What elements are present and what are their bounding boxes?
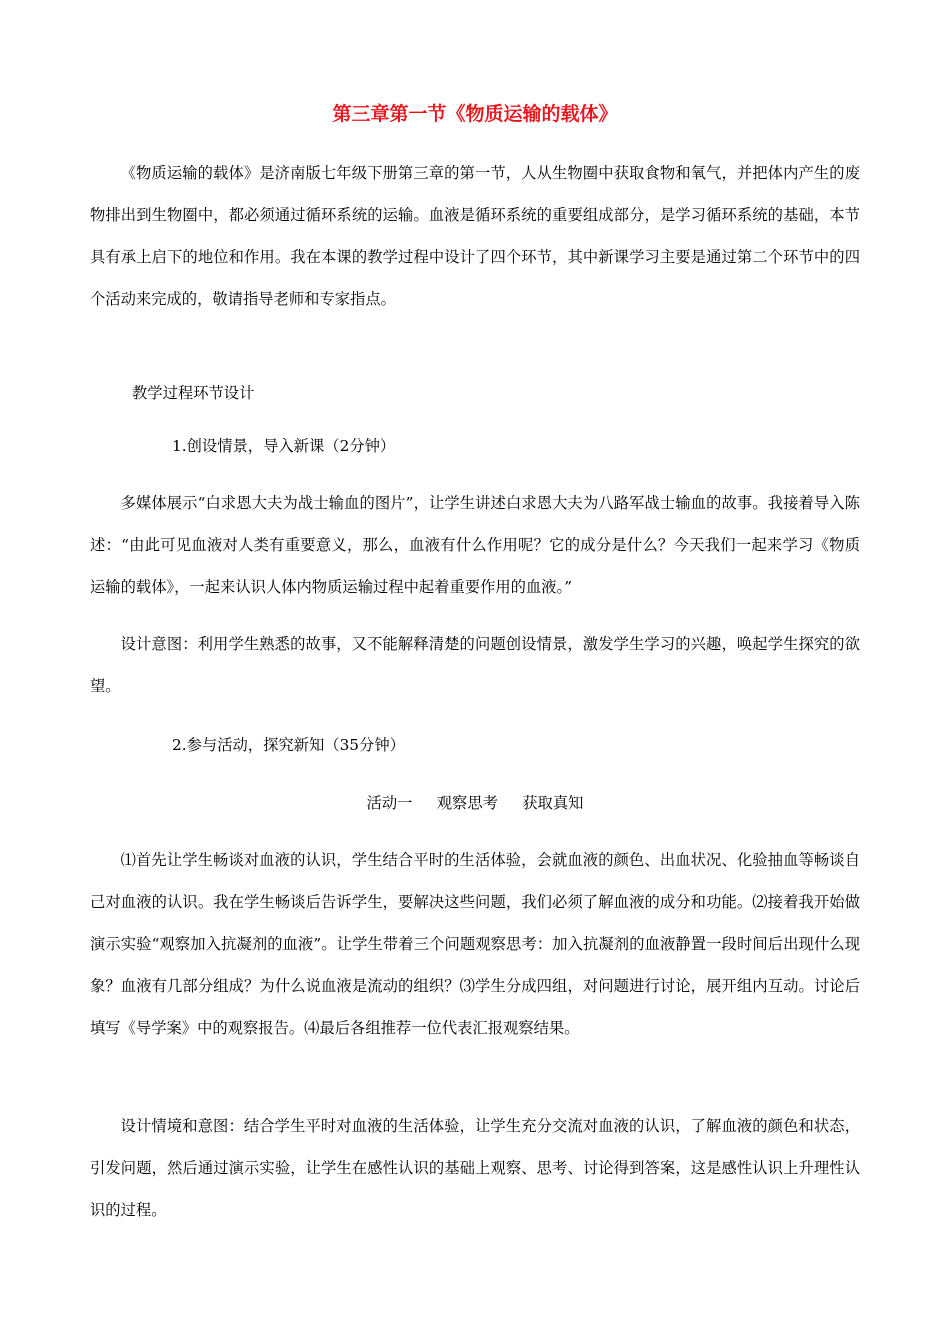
step1-design-intent: 设计意图：利用学生熟悉的故事，又不能解释清楚的问题创设情景，激发学生学习的兴趣，唤起学生探究的欲望。 <box>90 635 860 695</box>
process-heading: 教学过程环节设计 <box>132 384 255 402</box>
step2-heading: 2.参与活动，探究新知（35分钟） <box>172 736 405 754</box>
activity1-title: 活动一 观察思考 获取真知 <box>366 794 584 812</box>
intro-paragraph: 《物质运输的载体》是济南版七年级下册第三章的第一节，人从生物圈中获取食物和氧气，并把体内产生的废物排出到生物圈中，都必须通过循环系统的运输。血液是循环系统的重要组成部分，是学习循环系统的基础，本节具有承上启下的地位和作用。我在本课的教学过程中设计了四个环节，其中新课学习主要是通过第二个环节中的四个活动来完成的，敬请指导老师和专家指点。 <box>90 164 860 308</box>
step1-heading: 1.创设情景，导入新课（2分钟） <box>172 437 396 455</box>
activity1-design-intent: 设计情境和意图：结合学生平时对血液的生活体验，让学生充分交流对血液的认识，了解血液的颜色和状态，引发问题，然后通过演示实验，让学生在感性认识的基础上观察、思考、讨论得到答案，这是感性认识上升理性认识的过程。 <box>90 1117 860 1219</box>
document-title: 第三章第一节《物质运输的载体》 <box>332 103 618 125</box>
activity1-paragraph: ⑴首先让学生畅谈对血液的认识，学生结合平时的生活体验，会就血液的颜色、出血状况、化验抽血等畅谈自己对血液的认识。我在学生畅谈后告诉学生，要解决这些问题，我们必须了解血液的成分和功能。⑵接着我开始做演示实验“观察加入抗凝剂的血液”。让学生带着三个问题观察思考：加入抗凝剂的血液静置一段时间后出现什么现象？血液有几部分组成？为什么说血液是流动的组织？⑶学生分成四组，对问题进行讨论，展开组内互动。讨论后填写《导学案》中的观察报告。⑷最后各组推荐一位代表汇报观察结果。 <box>90 851 860 1037</box>
step1-paragraph: 多媒体展示“白求恩大夫为战士输血的图片”，让学生讲述白求恩大夫为八路军战士输血的故事。我接着导入陈述：“由此可见血液对人类有重要意义，那么，血液有什么作用呢？它的成分是什么？今天我们一起来学习《物质运输的载体》，一起来认识人体内物质运输过程中起着重要作用的血液。” <box>90 494 860 596</box>
